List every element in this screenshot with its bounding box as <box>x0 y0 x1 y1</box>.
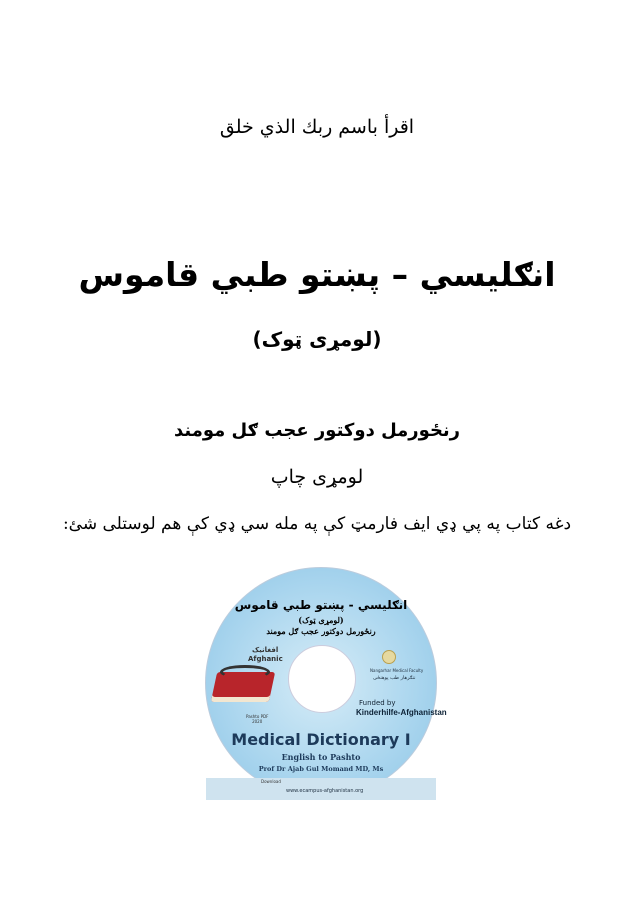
cd-author-en: Prof Dr Ajab Gul Momand MD, Ms <box>258 765 384 773</box>
website-url: www.ecampus-afghanistan.org <box>286 788 364 794</box>
invocation: اقرأ باسم ربك الذي خلق <box>219 116 415 138</box>
funder: Kinderhilfe-Afghanistan <box>356 708 447 717</box>
pdf-label <box>246 714 268 724</box>
pdf-note: دغه کتاب په پي ډي ايف فارمټ کې په مله سي ډي کې هم لوستلی شئ: <box>62 514 572 534</box>
pdf-year: 2020 <box>252 719 263 724</box>
faculty-en: Nangarhar Medical Faculty <box>370 668 424 673</box>
afghanic-logo-latin: Afghanic <box>248 655 283 663</box>
stethoscope-icon <box>220 665 270 679</box>
cd-hole <box>288 645 356 713</box>
volume-label: (لومړی ټوک) <box>252 327 382 351</box>
afghanic-logo-pashto: افغانیک <box>252 646 279 654</box>
funded-by: Funded by <box>359 699 396 707</box>
cd-image <box>205 567 447 799</box>
book-title: انګليسي – پښتو طبي قاموس <box>78 255 556 294</box>
pdf-label-text: Pashto PDF <box>246 714 269 719</box>
faculty-ps: ننګرهار طب پوهنځی <box>373 675 416 681</box>
author: رنځورمل دوکتور عجب ګل مومند <box>173 420 461 441</box>
edition: لومړی چاپ <box>270 466 364 488</box>
faculty-seal-icon <box>382 650 396 664</box>
cd-main-title: Medical Dictionary I <box>231 730 411 749</box>
download-label: Download <box>261 779 281 784</box>
cd-author: رنځورمل دوکتور عجب ګل مومند <box>266 626 376 636</box>
cd-subtitle: English to Pashto <box>281 752 361 762</box>
cd-title: انګليسي - پښتو طبي قاموس <box>234 598 408 612</box>
cd-volume: (لومړی ټوک) <box>298 615 344 625</box>
